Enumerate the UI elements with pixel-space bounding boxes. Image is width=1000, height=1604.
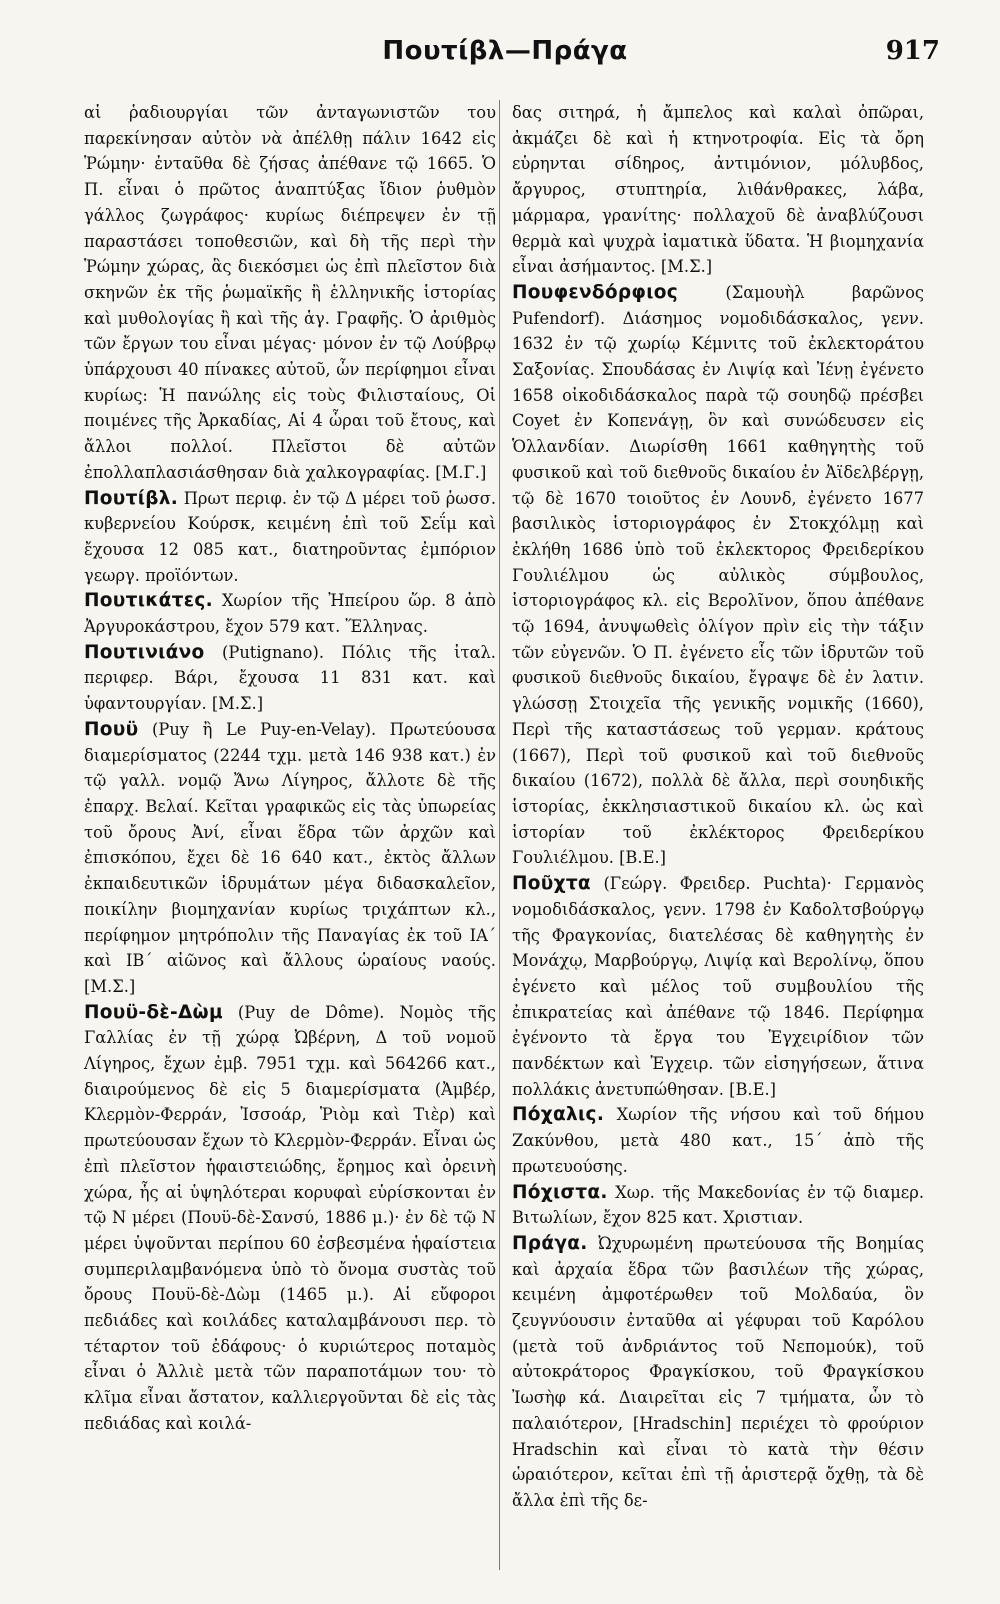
entry-body: Πρωτ περιφ. ἐν τῷ Δ μέρει τοῦ ῥωσσ. κυβερνείου Κούρσκ, κειμένη ἐπὶ τοῦ Σεΐμ καὶ ἔχουσα 12 085 κατ., διατηροῦντας ἐμπόριον γεωργ. προϊόντων. <box>84 488 496 585</box>
entry-headword: Πουϋ <box>84 718 139 740</box>
entry-headword: Ποῦχτα <box>512 873 591 895</box>
entry-body: (Σαμουὴλ βαρῶνος Pufendorf). Διάσημος νομοδιδάσκαλος, γενν. 1632 ἐν τῷ χωρίῳ Κέμνιτς τοῦ ἐκλεκτοράτου Σαξονίας. Σπουδάσας ἐν Λιψίᾳ καὶ Ἰένῃ ἐγένετο 1658 οἰκοδιδάσκαλος παρὰ τῷ σουηδῷ πρέσβει Coyet ἐν Κοπενάγῃ, ὃν καὶ συνώδευσεν εἰς Ὁλλανδίαν. Διωρίσθη 1661 καθηγητὴς τοῦ φυσικοῦ καὶ τοῦ διεθνοῦς δικαίου ἐν Ἀϊδελβέργῃ, τῷ δὲ 1670 τοιοῦτος ἐν Λουνδ, ἐγένετο 1677 βασιλικὸς ἱστοριογράφος ἐν Στοκχόλμῃ καὶ ἐκλήθη 1686 ὑπὸ τοῦ ἐκλεκτορος Φρειδερίκου Γουλιέλμου ὡς αὐλικὸς σύμβουλος, ἱστοριογράφος κλ. εἰς Βερολῖνον, ὅπου ἀπέθανε τῷ 1694, ἀνυψωθεὶς ὀλίγον πρὶν εἰς τὴν τάξιν τῶν εὐγενῶν. Ὁ Π. ἐγένετο εἷς τῶν ἱδρυτῶν τοῦ φυσικοῦ διεθνοῦς δικαίου, ἔγραψε δὲ ἐν λατιν. γλώσσῃ Στοιχεῖα τῆς γενικῆς νομικῆς (1660), Περὶ τῆς καταστάσεως τοῦ γερμαν. κράτους (1667), Περὶ τοῦ φυσικοῦ καὶ τοῦ διεθνοῦς δικαίου (1672), πολλὰ δὲ ἄλλα, περὶ σουηδικῆς ἱστορίας, ἐκκλησιαστικοῦ δικαίου κλ. ὡς καὶ ἱστορίαν τοῦ ἐκλέκτορος Φρειδερίκου Γουλιέλμου. [Β.Ε.] <box>512 282 924 868</box>
entry-headword: Πόχαλις. <box>512 1104 605 1126</box>
entry-headword: Πόχιστα. <box>512 1181 608 1203</box>
column-divider <box>499 100 500 1570</box>
entry-poutikates <box>84 588 496 639</box>
entry-poutiniano <box>84 640 496 717</box>
entry-body: Χωρίον τῆς Ἠπείρου ὥρ. 8 ἀπὸ Ἀργυροκάστρου, ἔχον 579 κατ. Ἕλληνας. <box>84 591 496 637</box>
entry-body: (Puy ἢ Le Puy-en-Velay). Πρωτεύουσα διαμερίσματος (2244 τχμ. μετὰ 146 938 κατ.) ἐν τῷ γαλλ. νομῷ Ἄνω Λίγηρος, ἄλλοτε δὲ τῆς ἐπαρχ. Βελαί. Κεῖται γραφικῶς εἰς τὰς ὑπωρείας τοῦ ὄρους Ἀνί, εἶναι ἕδρα τῶν ἀρχῶν καὶ ἐπισκόπου, ἔχει δὲ 16 640 κατ., ἐκτὸς ἄλλων ἐκπαιδευτικῶν ἱδρυμάτων μέγα διδασκαλεῖον, ποικίλην βιομηχανίαν κυρίως τριχάπτων κλ., περίφημον μητρόπολιν τῆς Παναγίας ἐκ τοῦ ΙΑ΄ καὶ ΙΒ΄ αἰῶνος καὶ ἄλλους ὡραίους ναούς. [Μ.Σ.] <box>84 719 496 996</box>
entry-body: Ὠχυρωμένη πρωτεύουσα τῆς Βοημίας καὶ ἀρχαία ἕδρα τῶν βασιλέων τῆς χώρας, κειμένη ἀμφοτέρωθεν τοῦ Μολδαύα, ὃν ζευγνύουσιν ἐνταῦθα αἱ γέφυραι τοῦ Καρόλου (μετὰ τοῦ ἀνδριάντος τοῦ Νεπομούκ), τοῦ αὐτοκράτορος Φραγκίσκου, τοῦ Φραγκίσκου Ἰωσὴφ κά. Διαιρεῖται εἰς 7 τμήματα, ὧν τὸ παλαιότερον, [Hradschin] περιέχει τὸ φρούριον Hradschin καὶ εἶναι τὸ κατὰ τὴν θέσιν ὡραιότερον, κεῖται ἐπὶ τῇ ἀριστερᾷ ὄχθῃ, τὰ δὲ ἄλλα ἐπὶ τῆς δε- <box>512 1233 924 1510</box>
page-header <box>70 36 940 86</box>
entry-body: Χωρίον τῆς νήσου καὶ τοῦ δήμου Ζακύνθου, μετὰ 480 κατ., 15΄ ἀπὸ τῆς πρωτευούσης. <box>512 1105 924 1176</box>
entry-headword: Πουτίβλ. <box>84 487 179 509</box>
entry-pochalis <box>512 1102 924 1179</box>
running-head: Πουτίβλ—Πράγα <box>382 36 628 66</box>
entry-continuation <box>512 100 924 280</box>
entry-praga <box>512 1231 924 1514</box>
entry-puy <box>84 717 496 1000</box>
entry-pochista <box>512 1180 924 1231</box>
entry-headword: Πουτινιάνο <box>84 641 205 663</box>
entry-pufendorf <box>512 280 924 871</box>
entry-headword: Πουφενδόρφιος <box>512 281 678 303</box>
entry-body: (Putignano). Πόλις τῆς ἰταλ. περιφερ. Βάρι, ἔχουσα 11 831 κατ. καὶ ὑφαντουργίαν. [Μ.Σ.] <box>84 642 496 714</box>
entry-puchta <box>512 871 924 1102</box>
page-number: 917 <box>885 36 940 66</box>
entry-body: δας σιτηρά, ἡ ἄμπελος καὶ καλαὶ ὀπῶραι, ἀκμάζει δὲ καὶ ἡ κτηνοτροφία. Εἰς τὰ ὄρη εὑρηνται σίδηρος, ἀντιμόνιον, μόλυβδος, ἄργυρος, στυπτηρία, λιθάνθρακες, λάβα, μάρμαρα, γρανίτης· πολλαχοῦ δὲ ἀναβλύζουσι θερμὰ καὶ ψυχρὰ ἰαματικὰ ὕδατα. Ἡ βιομηχανία εἶναι ἀσήμαντος. [Μ.Σ.] <box>512 103 924 277</box>
entry-continuation <box>84 100 496 486</box>
right-column <box>512 100 924 1514</box>
entry-body: (Puy de Dôme). Νομὸς τῆς Γαλλίας ἐν τῇ χώρᾳ Ὠβέρνη, Δ τοῦ νομοῦ Λίγηρος, ἔχων ἐμβ. 7951 τχμ. καὶ 564266 κατ., διαιρούμενος δὲ εἰς 5 διαμερίσματα (Ἀμβέρ, Κλερμὸν-Φερράν, Ἰσσοάρ, Ῥιὸμ καὶ Τιὲρ) καὶ πρωτεύουσαν ἔχων τὸ Κλερμὸν-Φερράν. Εἶναι ὡς ἐπὶ πλεῖστον ἡφαιστειώδης, ἔρημος καὶ ὀρεινὴ χώρα, ἧς αἱ ὑψηλότεραι κορυφαὶ εὑρίσκονται ἐν τῷ Ν μέρει (Πουϋ-δὲ-Σανσύ, 1886 μ.)· ἐν δὲ τῷ Ν μέρει ὑψοῦνται περίπου 60 ἐσβεσμένα ἡφαίστεια συμπεριλαμβανόμενα ὑπὸ τὸ ὄνομα συστὰς τοῦ ὄρους Πουϋ-δὲ-Δὼμ (1465 μ.). Αἱ εὔφοροι πεδιάδες καὶ κοιλάδες καταλαμβάνουσι περ. τὸ τέταρτον τοῦ ἐδάφους· ὁ κυριώτερος ποταμὸς εἶναι ὁ Ἀλλιὲ μετὰ τῶν παραποτάμων του· τὸ κλῖμα εἶναι ἄστατον, καλλιεργοῦνται δὲ εἰς τὰς πεδιάδας καὶ κοιλά- <box>84 1002 496 1433</box>
entry-puy-de-dome <box>84 1000 496 1437</box>
entry-body: αἱ ῥαδιουργίαι τῶν ἀνταγωνιστῶν του παρεκίνησαν αὐτὸν νὰ ἀπέλθῃ πάλιν 1642 εἰς Ῥώμην· ἐνταῦθα δὲ ζήσας ἀπέθανε τῷ 1665. Ὁ Π. εἶναι ὁ πρῶτος ἀναπτύξας ἴδιον ῥυθμὸν γάλλος ζωγράφος· κυρίως διέπρεψεν ἐν τῇ παραστάσει τοποθεσιῶν, καὶ δὴ τῆς περὶ τὴν Ῥώμην χώρας, ἃς διεκόσμει ὡς ἐπὶ πλεῖστον διὰ σκηνῶν ἐκ τῆς ῥωμαϊκῆς ἢ ἑλληνικῆς ἱστορίας καὶ μυθολογίας ἢ καὶ τῆς ἁγ. Γραφῆς. Ὁ ἀριθμὸς τῶν ἔργων του εἶναι μέγας· μόνον ἐν τῷ Λούβρῳ ὑπάρχουσι 40 πίνακες αὐτοῦ, ὧν περίφημοι εἶναι κυρίως: Ἡ πανώλης εἰς τοὺς Φιλισταίους, Οἱ ποιμένες τῆς Ἀρκαδίας, Αἱ 4 ὧραι τοῦ ἔτους, καὶ ἄλλοι πολλοί. Πλεῖστοι δὲ αὐτῶν ἐπολλαπλασιάσθησαν διὰ χαλκογραφίας. [Μ.Γ.] <box>84 103 496 482</box>
entry-headword: Πουϋ-δὲ-Δὼμ <box>84 1001 223 1023</box>
entry-body: Χωρ. τῆς Μακεδονίας ἐν τῷ διαμερ. Βιτωλίων, ἔχον 825 κατ. Χριστιαν. <box>512 1182 924 1228</box>
entry-body: (Γεώργ. Φρειδερ. Puchta)· Γερμανὸς νομοδιδάσκαλος, γενν. 1798 ἐν Καδολτσβούργῳ τῆς Φραγκονίας, διατελέσας δὲ καθηγητὴς ἐν Μονάχῳ, Μαρβούργῳ, Λιψίᾳ καὶ Βερολίνῳ, ὅπου ἐγένετο καὶ μέλος τοῦ συμβουλίου τῆς ἐπικρατείας καὶ ἀπέθανε τῷ 1846. Περίφημα ἐγένοντο τὰ ἔργα του Ἐγχειρίδιον τῶν πανδέκτων καὶ Ἐγχειρ. τῶν εἰσηγήσεων, ἅτινα πολλάκις ἀνετυπώθησαν. [Β.Ε.] <box>512 874 924 1099</box>
left-column <box>84 100 496 1437</box>
entry-headword: Πράγα. <box>512 1232 588 1254</box>
entry-poutivl <box>84 486 496 589</box>
entry-headword: Πουτικάτες. <box>84 590 213 612</box>
